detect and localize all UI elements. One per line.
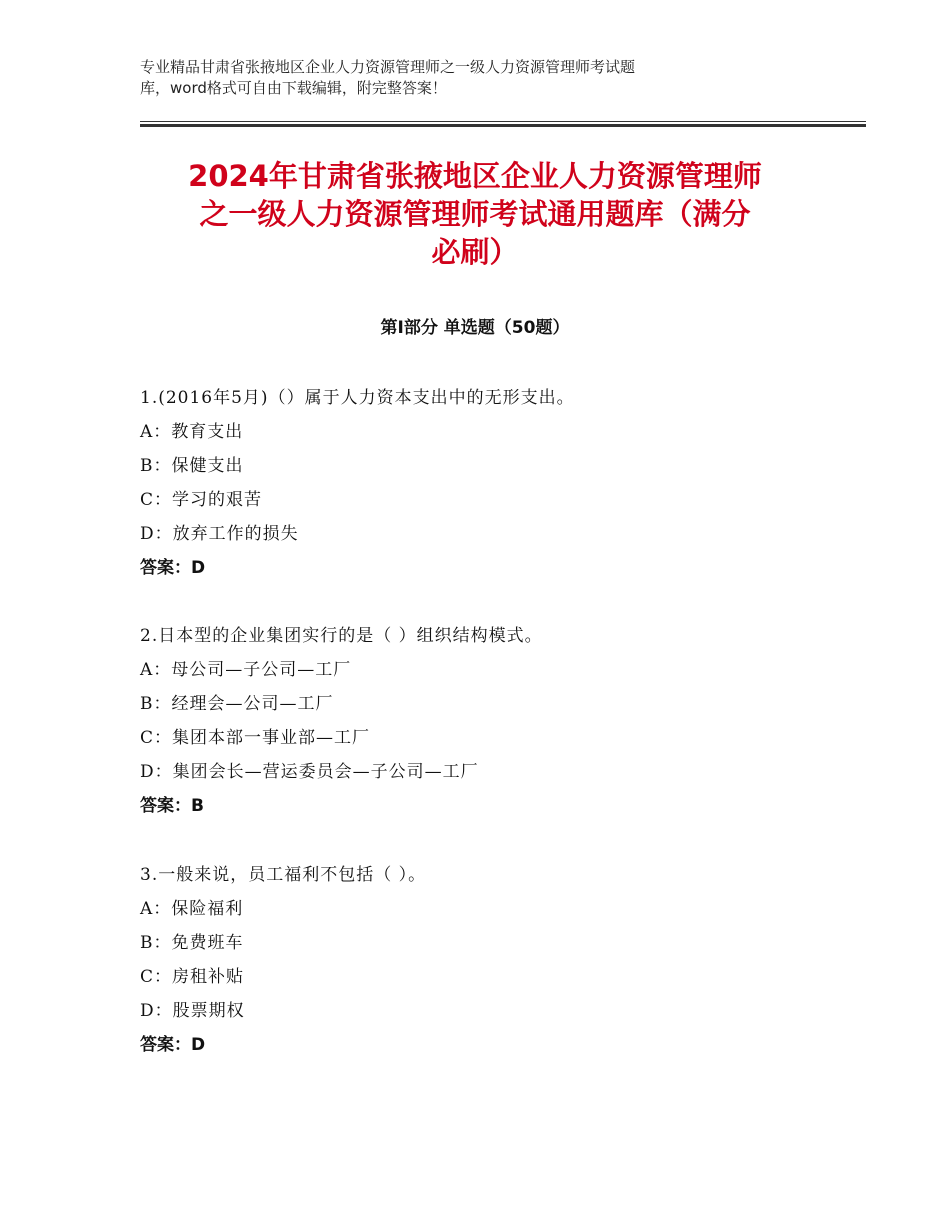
question-1 bbox=[140, 381, 840, 585]
section-title: 第Ⅰ部分 单选题（50题） bbox=[380, 318, 570, 338]
option-a: A：保险福利 bbox=[140, 899, 244, 919]
header-line-1: 专业精品甘肃省张掖地区企业人力资源管理师之一级人力资源管理师考试题 bbox=[140, 58, 636, 76]
option-b: B：保健支出 bbox=[140, 456, 244, 476]
question-2 bbox=[140, 619, 840, 823]
option-c: C：房租补贴 bbox=[140, 967, 245, 987]
document-title bbox=[110, 157, 840, 271]
option-b: B：免费班车 bbox=[140, 933, 244, 953]
answer: 答案：D bbox=[140, 558, 206, 578]
question-stem: 3.一般来说，员工福利不包括（ ）。 bbox=[140, 865, 427, 885]
header-line-2: 库，word格式可自由下载编辑，附完整答案！ bbox=[140, 79, 447, 97]
title-line-2: 之一级人力资源管理师考试通用题库（满分 bbox=[199, 197, 751, 231]
option-c: C：集团本部一事业部—工厂 bbox=[140, 728, 371, 748]
question-3 bbox=[140, 858, 840, 1062]
option-b: B：经理会—公司—工厂 bbox=[140, 694, 334, 714]
header-divider-thick bbox=[140, 124, 866, 127]
option-d: D：放弃工作的损失 bbox=[140, 524, 299, 544]
option-d: D：股票期权 bbox=[140, 1001, 245, 1021]
title-line-3: 必刷） bbox=[431, 235, 519, 269]
header-divider-thin bbox=[140, 121, 866, 122]
answer: 答案：D bbox=[140, 1035, 206, 1055]
page-header bbox=[140, 57, 820, 99]
option-c: C：学习的艰苦 bbox=[140, 490, 263, 510]
question-stem: 2.日本型的企业集团实行的是（ ）组织结构模式。 bbox=[140, 626, 543, 646]
option-d: D：集团会长—营运委员会—子公司—工厂 bbox=[140, 762, 479, 782]
option-a: A：教育支出 bbox=[140, 422, 244, 442]
title-line-1: 2024年甘肃省张掖地区企业人力资源管理师 bbox=[188, 159, 762, 193]
answer: 答案：B bbox=[140, 796, 204, 816]
option-a: A：母公司—子公司—工厂 bbox=[140, 660, 352, 680]
question-stem: 1.(2016年5月)（）属于人力资本支出中的无形支出。 bbox=[140, 388, 575, 408]
